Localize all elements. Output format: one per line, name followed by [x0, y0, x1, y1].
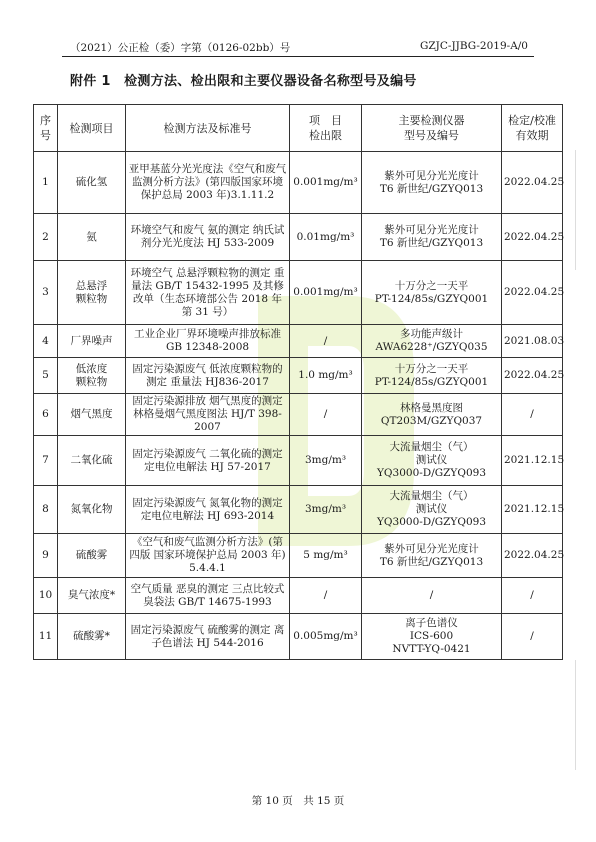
- method-cell: 工业企业厂界环境噪声排放标准 GB 12348-2008: [126, 325, 290, 358]
- method-cell: 《空气和废气监测分析方法》(第四版 国家环境保护总局 2003 年) 5.4.4.1: [126, 534, 290, 578]
- test-item-cell: 臭气浓度*: [58, 578, 126, 614]
- validity-cell: 2021.12.15: [502, 486, 563, 534]
- validity-cell: 2022.04.25: [502, 534, 563, 578]
- document-code: GZJC-JJBG-2019-A/0: [419, 40, 528, 52]
- detection-limit-cell: 3mg/m³: [290, 436, 362, 486]
- test-item-cell: 硫酸雾: [58, 534, 126, 578]
- test-item-cell: 硫酸雾*: [58, 614, 126, 660]
- row-number-cell: 8: [34, 486, 58, 534]
- test-item-cell: 氮氧化物: [58, 486, 126, 534]
- table-row: [34, 261, 563, 325]
- page-number: 第 10 页 共 15 页: [251, 795, 345, 807]
- test-item-cell: 低浓度 颗粒物: [58, 358, 126, 394]
- instrument-cell: 十万分之一天平 PT-124/85s/GZYQ001: [362, 261, 502, 325]
- method-cell: 固定污染源废气 二氧化硫的测定 定电位电解法 HJ 57-2017: [126, 436, 290, 486]
- edge-shadow: [575, 660, 588, 770]
- instrument-cell: 紫外可见分光光度计 T6 新世纪/GZYQ013: [362, 534, 502, 578]
- detection-limit-cell: /: [290, 325, 362, 358]
- table-row: [34, 486, 563, 534]
- test-item-cell: 总悬浮 颗粒物: [58, 261, 126, 325]
- row-number-cell: 2: [34, 214, 58, 261]
- validity-cell: 2022.04.25: [502, 214, 563, 261]
- detection-limit-cell: 0.001mg/m³: [290, 152, 362, 214]
- header-cell: 检测方法及标准号: [126, 105, 290, 152]
- validity-cell: 2022.04.25: [502, 152, 563, 214]
- method-cell: 固定污染源排放 烟气黑度的测定 林格曼烟气黑度图法 HJ/T 398-2007: [126, 394, 290, 436]
- detection-limit-cell: 0.01mg/m³: [290, 214, 362, 261]
- detection-limit-cell: /: [290, 394, 362, 436]
- detection-limit-cell: 3mg/m³: [290, 486, 362, 534]
- validity-cell: /: [502, 614, 563, 660]
- method-cell: 固定污染源废气 低浓度颗粒物的测定 重量法 HJ836-2017: [126, 358, 290, 394]
- method-cell: 环境空气和废气 氨的测定 纳氏试剂分光光度法 HJ 533-2009: [126, 214, 290, 261]
- edge-shadow: [575, 150, 588, 270]
- method-cell: 亚甲基蓝分光光度法《空气和废气监测分析方法》(第四版国家环境保护总局 2003 年)3.1.11.2: [126, 152, 290, 214]
- row-number-cell: 4: [34, 325, 58, 358]
- row-number-cell: 10: [34, 578, 58, 614]
- method-cell: 空气质量 恶臭的测定 三点比较式臭袋法 GB/T 14675-1993: [126, 578, 290, 614]
- page-title: 附件 1 检测方法、检出限和主要仪器设备名称型号及编号: [70, 74, 417, 89]
- row-number-cell: 1: [34, 152, 58, 214]
- row-number-cell: 9: [34, 534, 58, 578]
- header-rule: [62, 56, 534, 57]
- validity-cell: 2021.12.15: [502, 436, 563, 486]
- table-row: [34, 394, 563, 436]
- header-cell: 主要检测仪器 型号及编号: [362, 105, 502, 152]
- validity-cell: /: [502, 578, 563, 614]
- instrument-cell: 大流量烟尘（气） 测试仪 YQ3000-D/GZYQ093: [362, 486, 502, 534]
- instrument-cell: 多功能声级计 AWA6228⁺/GZYQ035: [362, 325, 502, 358]
- validity-cell: /: [502, 394, 563, 436]
- test-item-cell: 氨: [58, 214, 126, 261]
- test-item-cell: 厂界噪声: [58, 325, 126, 358]
- table-row: [34, 436, 563, 486]
- row-number-cell: 3: [34, 261, 58, 325]
- detection-limit-cell: 0.001mg/m³: [290, 261, 362, 325]
- row-number-cell: 6: [34, 394, 58, 436]
- instrument-cell: 紫外可见分光光度计 T6 新世纪/GZYQ013: [362, 214, 502, 261]
- instrument-cell: 紫外可见分光光度计 T6 新世纪/GZYQ013: [362, 152, 502, 214]
- test-item-cell: 二氧化硫: [58, 436, 126, 486]
- table-row: [34, 358, 563, 394]
- validity-cell: 2022.04.25: [502, 358, 563, 394]
- instrument-cell: 大流量烟尘（气） 测试仪 YQ3000-D/GZYQ093: [362, 436, 502, 486]
- detection-limit-cell: /: [290, 578, 362, 614]
- method-cell: 固定污染源废气 氮氧化物的测定 定电位电解法 HJ 693-2014: [126, 486, 290, 534]
- row-number-cell: 7: [34, 436, 58, 486]
- report-number: （2021）公正检（委）字第（0126-02bb）号: [70, 42, 291, 54]
- test-item-cell: 烟气黑度: [58, 394, 126, 436]
- test-item-cell: 硫化氢: [58, 152, 126, 214]
- table-row: [34, 578, 563, 614]
- detection-limit-cell: 0.005mg/m³: [290, 614, 362, 660]
- instrument-cell: /: [362, 578, 502, 614]
- detection-limit-cell: 5 mg/m³: [290, 534, 362, 578]
- table-row: [34, 152, 563, 214]
- validity-cell: 2022.04.25: [502, 261, 563, 325]
- table-row: [34, 325, 563, 358]
- table-row: [34, 534, 563, 578]
- table-row: [34, 214, 563, 261]
- header-cell: 序号: [34, 105, 58, 152]
- method-cell: 环境空气 总悬浮颗粒物的测定 重量法 GB/T 15432-1995 及其修改单（生态环境部公告 2018 年第 31 号）: [126, 261, 290, 325]
- header-cell: 项 目 检出限: [290, 105, 362, 152]
- row-number-cell: 5: [34, 358, 58, 394]
- method-cell: 固定污染源废气 硫酸雾的测定 离子色谱法 HJ 544-2016: [126, 614, 290, 660]
- validity-cell: 2021.08.03: [502, 325, 563, 358]
- header-cell: 检定/校准 有效期: [502, 105, 563, 152]
- header-cell: 检测项目: [58, 105, 126, 152]
- detection-limit-cell: 1.0 mg/m³: [290, 358, 362, 394]
- method-table: [33, 104, 563, 660]
- instrument-cell: 十万分之一天平 PT-124/85s/GZYQ001: [362, 358, 502, 394]
- row-number-cell: 11: [34, 614, 58, 660]
- table-header-row: [34, 105, 563, 152]
- instrument-cell: 离子色谱仪 ICS-600 NVTT-YQ-0421: [362, 614, 502, 660]
- table-row: [34, 614, 563, 660]
- instrument-cell: 林格曼黑度图 QT203M/GZYQ037: [362, 394, 502, 436]
